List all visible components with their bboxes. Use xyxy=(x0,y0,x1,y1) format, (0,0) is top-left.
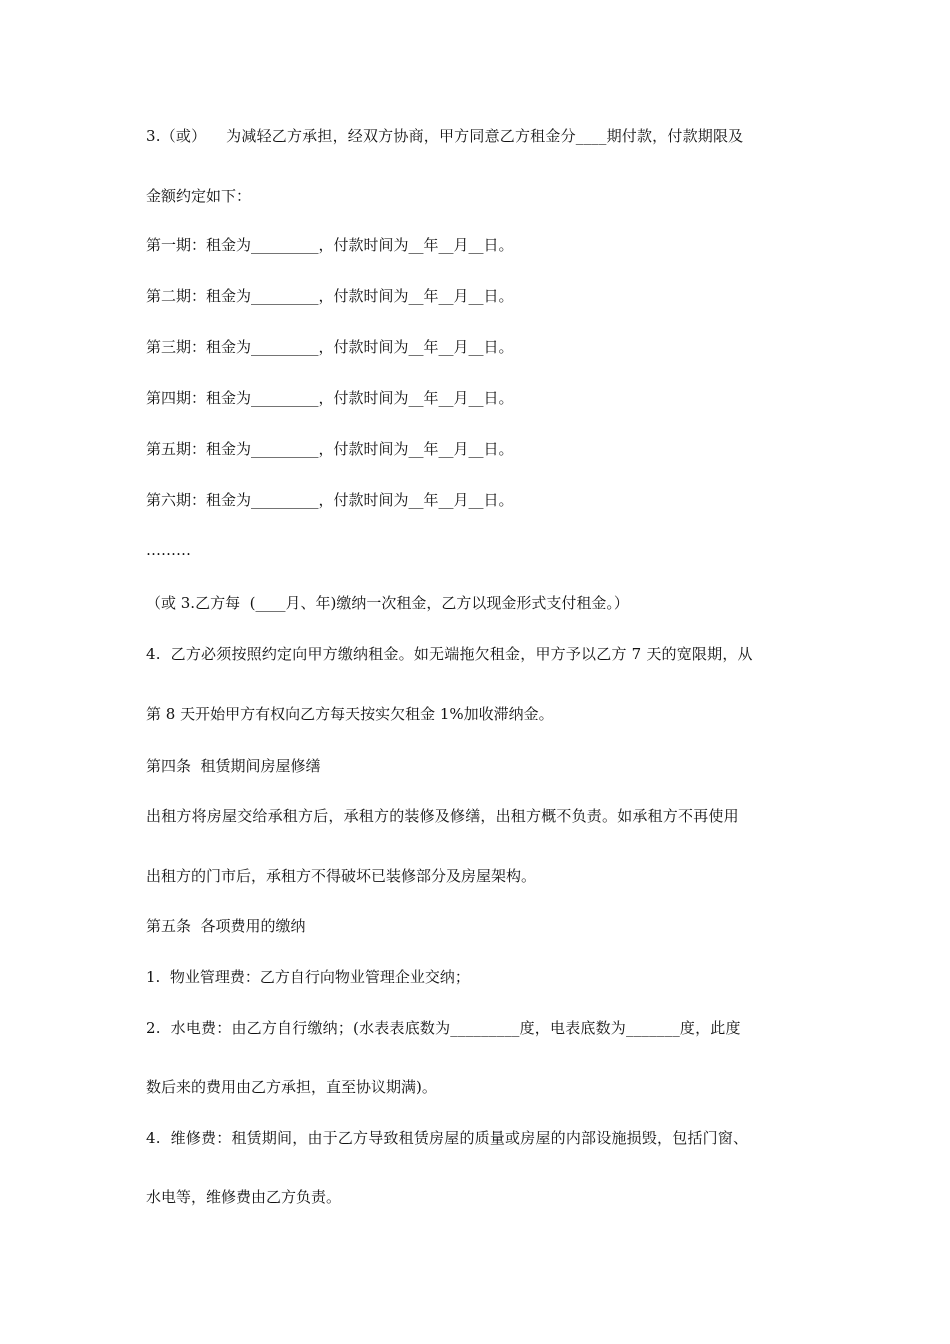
text-line-installment-intro: 3.（或） 为减轻乙方承担，经双方协商，甲方同意乙方租金分____期付款，付款期限及 xyxy=(146,127,744,145)
text-line-utilities-2: 数后来的费用由乙方承担，直至协议期满)。 xyxy=(146,1078,437,1096)
text-line-period-3: 第三期：租金为_________，付款时间为__年__月__日。 xyxy=(146,338,514,356)
text-line-period-4: 第四期：租金为_________，付款时间为__年__月__日。 xyxy=(146,389,514,407)
text-line-period-1: 第一期：租金为_________，付款时间为__年__月__日。 xyxy=(146,236,514,254)
text-line-utilities-1: 2. 水电费：由乙方自行缴纳；(水表表底数为_________度，电表底数为_______度，此度 xyxy=(146,1019,741,1037)
text-line-alt-clause: （或 3.乙方每 (____月、年)缴纳一次租金，乙方以现金形式支付租金。） xyxy=(146,594,629,612)
text-line-property-fee: 1. 物业管理费：乙方自行向物业管理企业交纳； xyxy=(146,968,470,986)
text-line-repair-2: 出租方的门市后，承租方不得破坏已装修部分及房屋架构。 xyxy=(146,867,537,885)
text-line-late-fee: 第 8 天开始甲方有权向乙方每天按实欠租金 1%加收滞纳金。 xyxy=(146,705,554,723)
text-line-period-5: 第五期：租金为_________，付款时间为__年__月__日。 xyxy=(146,440,514,458)
text-line-period-6: 第六期：租金为_________，付款时间为__年__月__日。 xyxy=(146,491,514,509)
text-line-repair-1: 出租方将房屋交给承租方后，承租方的装修及修缮，出租方概不负责。如承租方不再使用 xyxy=(146,807,739,825)
text-line-period-2: 第二期：租金为_________，付款时间为__年__月__日。 xyxy=(146,287,514,305)
text-line-amount-agreement: 金额约定如下： xyxy=(146,187,252,205)
text-line-maintenance-2: 水电等，维修费由乙方负责。 xyxy=(146,1188,342,1206)
text-line-clause-4: 4. 乙方必须按照约定向甲方缴纳租金。如无端拖欠租金，甲方予以乙方 7 天的宽限期，从 xyxy=(146,645,753,663)
article-5-heading: 第五条 各项费用的缴纳 xyxy=(146,917,306,935)
text-line-ellipsis: ……… xyxy=(146,541,191,559)
article-4-heading: 第四条 租赁期间房屋修缮 xyxy=(146,757,321,775)
text-line-maintenance-1: 4. 维修费：租赁期间，由于乙方导致租赁房屋的质量或房屋的内部设施损毁，包括门窗、 xyxy=(146,1129,749,1147)
